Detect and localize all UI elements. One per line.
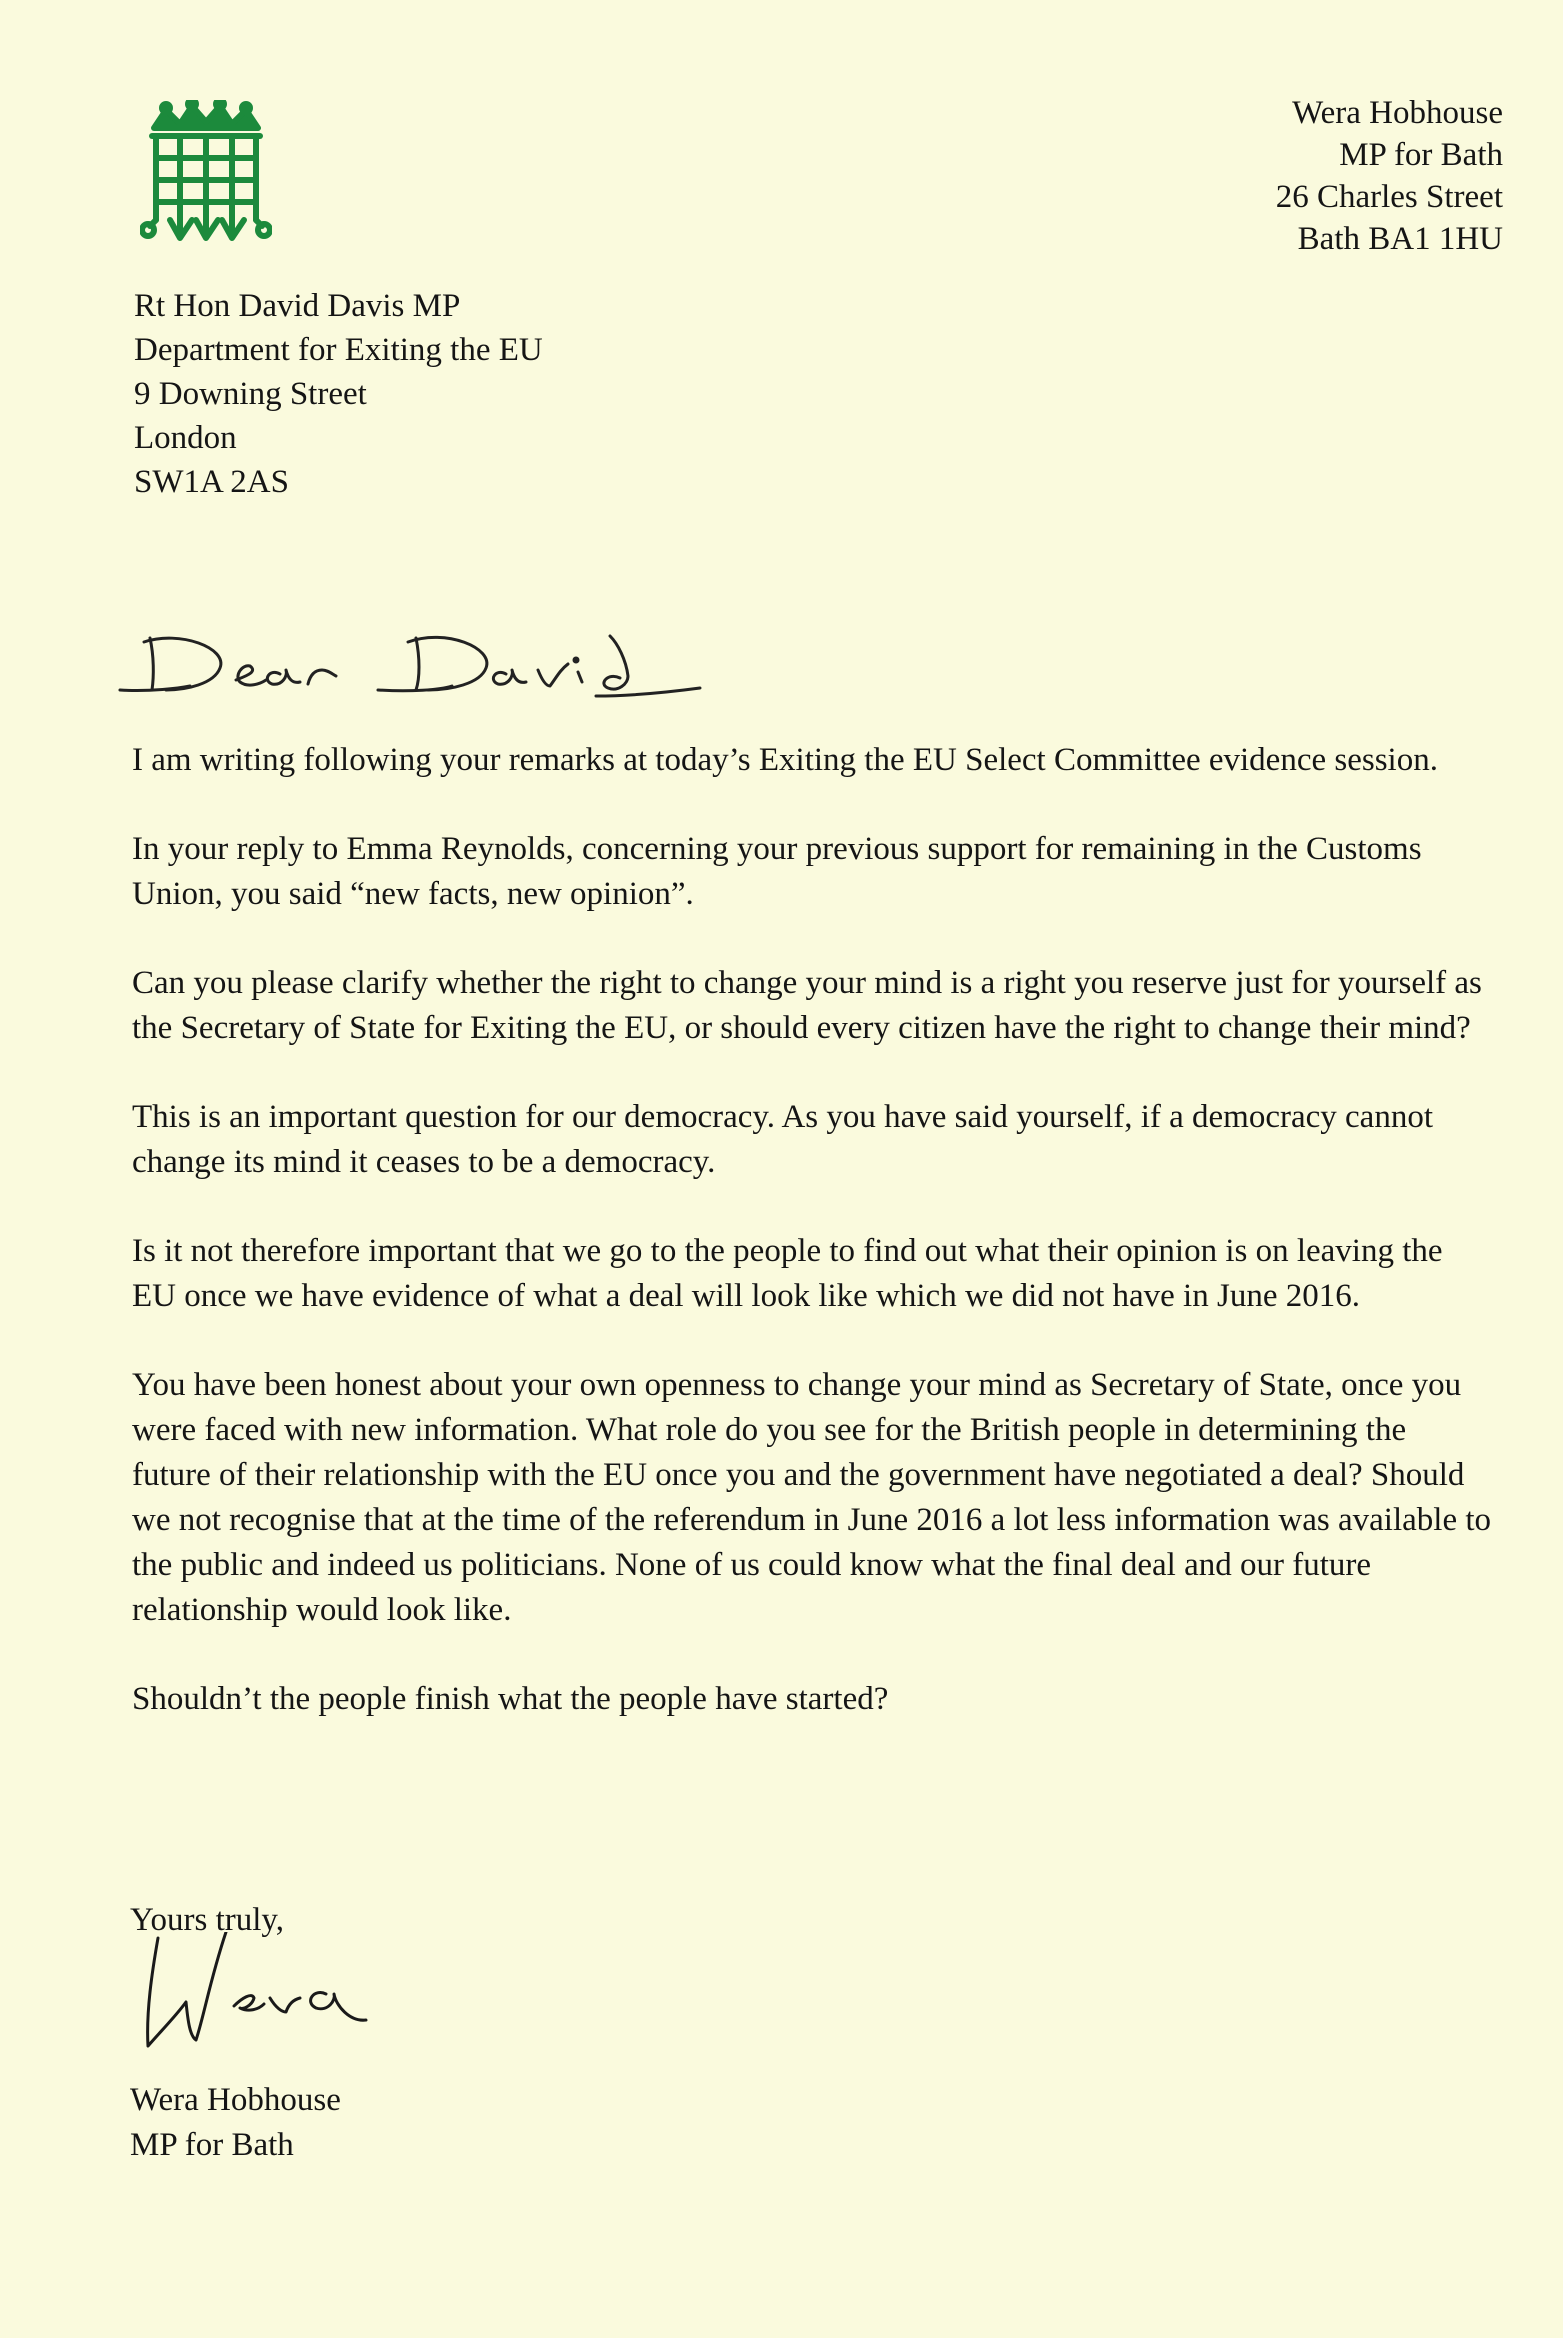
- recipient-name: Rt Hon David Davis MP: [134, 288, 461, 324]
- handwritten-signature: [130, 1932, 430, 2062]
- sender-title: MP for Bath: [1339, 137, 1503, 173]
- handwritten-salutation: [110, 620, 730, 720]
- portcullis-crest-icon: [140, 100, 272, 248]
- recipient-department: Department for Exiting the EU: [134, 332, 543, 368]
- sender-street: 26 Charles Street: [1275, 179, 1503, 215]
- signoff-title: MP for Bath: [130, 2127, 294, 2163]
- body-paragraph-1: I am writing following your remarks at today’s Exiting the EU Select Committee evidence session.: [132, 742, 1438, 778]
- body-paragraph-2: In your reply to Emma Reynolds, concerning your previous support for remaining in the Customs Union, you said “new facts, new opinion”.: [132, 831, 1422, 912]
- body-paragraph-5: Is it not therefore important that we go to the people to find out what their opinion is on leaving the EU once we have evidence of what a deal will look like which we did not have in June 2016.: [132, 1233, 1443, 1314]
- body-paragraph-4: This is an important question for our democracy. As you have said yourself, if a democracy cannot change its mind it ceases to be a democracy.: [132, 1099, 1433, 1180]
- letter-body: [132, 738, 1492, 1766]
- valediction: Yours truly,: [130, 1902, 285, 1938]
- sender-city-postcode: Bath BA1 1HU: [1297, 221, 1503, 257]
- sender-name: Wera Hobhouse: [1292, 95, 1503, 131]
- recipient-city: London: [134, 420, 237, 456]
- recipient-address: [134, 284, 543, 504]
- recipient-postcode: SW1A 2AS: [134, 464, 289, 500]
- body-paragraph-7: Shouldn’t the people finish what the people have started?: [132, 1681, 889, 1717]
- signoff: [130, 2078, 341, 2168]
- signoff-name: Wera Hobhouse: [130, 2082, 341, 2118]
- sender-address: [1276, 92, 1503, 260]
- body-paragraph-6: You have been honest about your own openness to change your mind as Secretary of State, once you were faced with new information. What role do you see for the British people in determining the future of their relationship with the EU once you and the government have negotiated a deal? Should we not recognise that at the time of the referendum in June 2016 a lot less information was available to the public and indeed us politicians. None of us could know what the final deal and our future relationship would look like.: [132, 1367, 1492, 1628]
- recipient-street: 9 Downing Street: [134, 376, 367, 412]
- body-paragraph-3: Can you please clarify whether the right to change your mind is a right you reserve just for yourself as the Secretary of State for Exiting the EU, or should every citizen have the right to change their mind?: [132, 965, 1482, 1046]
